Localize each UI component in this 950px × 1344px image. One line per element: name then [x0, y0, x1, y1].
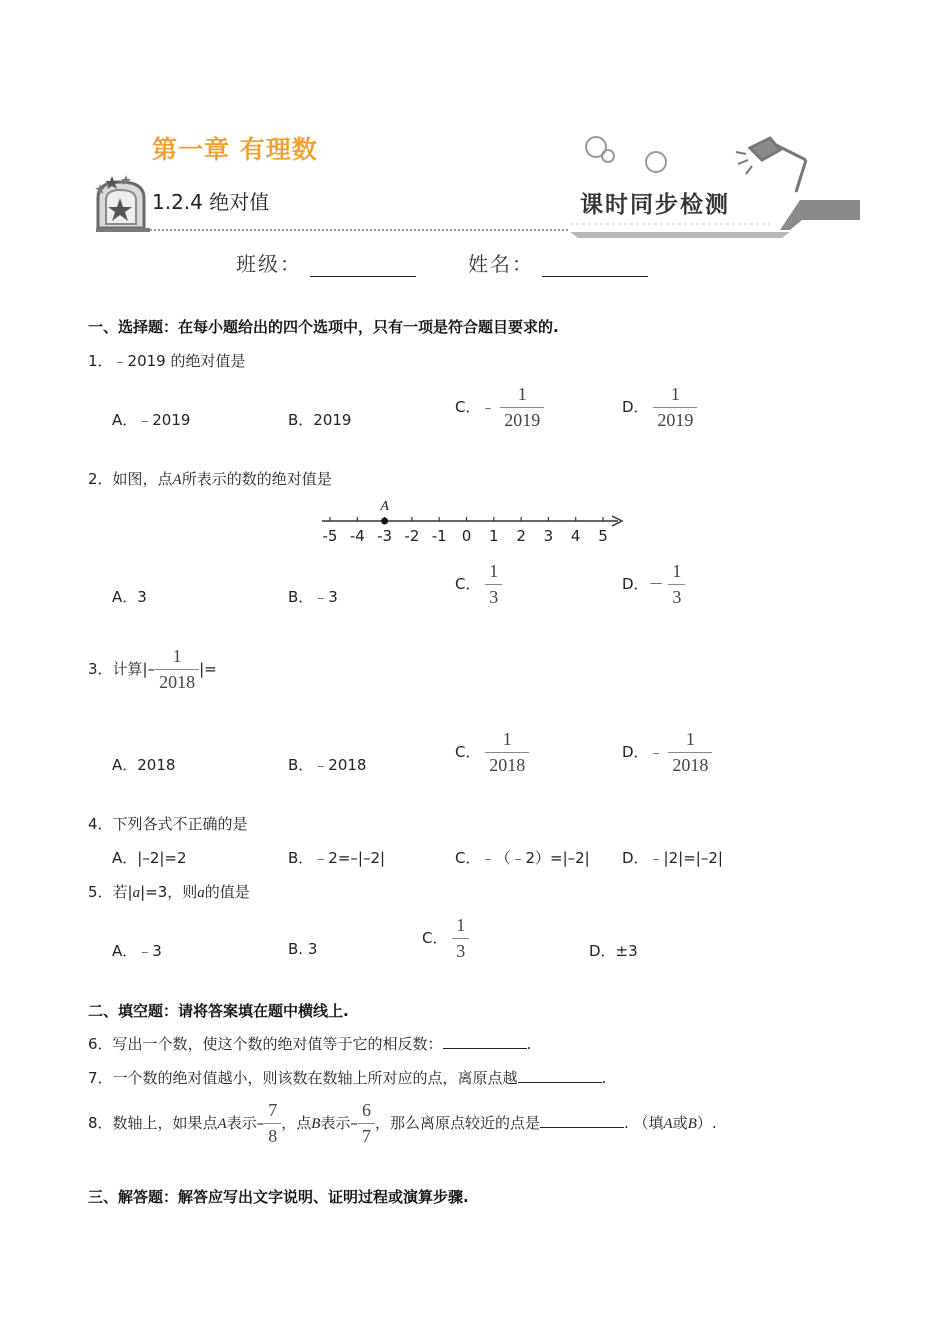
variable-a: A	[172, 472, 182, 488]
tick-label: -3	[377, 527, 393, 545]
numerator: 1	[172, 646, 182, 666]
point-a-label: A	[380, 499, 389, 514]
denominator: 2019	[653, 407, 697, 431]
number-line	[318, 494, 630, 546]
minus-sign: ﹣	[648, 743, 664, 761]
option-label: C．	[455, 575, 481, 593]
fraction	[500, 384, 544, 431]
option-b: B．2019	[288, 411, 352, 429]
option-d: D．﹣|2|=|–2|	[622, 849, 723, 867]
question-5: 5．若|a|=3，则a的值是	[88, 883, 250, 901]
tick-label: -5	[322, 527, 338, 545]
numerator: 1	[670, 384, 680, 404]
numerator: 1	[456, 915, 466, 935]
denominator: 2018	[668, 752, 712, 776]
question-6: 6．写出一个数，使这个数的绝对值等于它的相反数： .	[88, 1035, 532, 1053]
tick-label: 0	[461, 527, 472, 545]
fraction	[668, 561, 685, 608]
option-b: B. 3	[288, 940, 318, 958]
option-label: C．	[455, 398, 481, 416]
denominator: 3	[452, 938, 469, 962]
option-c	[455, 729, 529, 776]
denominator: 3	[668, 584, 685, 608]
tick-label: 1	[489, 527, 499, 545]
section-title: 1.2.4 绝对值	[152, 190, 270, 214]
option-c: C．﹣（﹣2）=|–2|	[455, 849, 590, 867]
option-a: A．﹣2019	[112, 411, 191, 429]
denominator: 3	[485, 584, 502, 608]
name-field	[468, 248, 648, 277]
question-4: 4．下列各式不正确的是	[88, 815, 248, 833]
variable-b: B	[687, 1116, 697, 1132]
numerator: 6	[361, 1100, 371, 1120]
denominator: 7	[358, 1123, 375, 1147]
variable-a: A	[217, 1116, 227, 1132]
chapter-title: 第一章 有理数	[152, 135, 318, 164]
question-3: 3．计算|– $\frac{1}{2018}$ |=	[88, 646, 217, 692]
section-heading: 一、选择题：在每小题给出的四个选项中，只有一项是符合题目要求的.	[88, 318, 559, 336]
option-d	[622, 384, 697, 431]
tick-label: 3	[543, 527, 554, 545]
section-heading: 三、解答题：解答应写出文字说明、证明过程或演算步骤.	[88, 1188, 469, 1206]
minus-sign: －	[648, 575, 664, 593]
option-c	[455, 561, 502, 608]
option-b: B．﹣2018	[288, 756, 367, 774]
section-heading: 二、填空题：请将答案填在题中横线上.	[88, 1002, 349, 1020]
tick-label: -2	[404, 527, 420, 545]
option-c	[422, 915, 469, 962]
name-blank[interactable]	[542, 256, 648, 277]
option-d	[622, 561, 685, 608]
point-a	[381, 518, 388, 525]
star-badge-icon	[95, 175, 144, 228]
fraction	[264, 1100, 281, 1147]
fraction	[485, 729, 529, 776]
variable-a: A	[663, 1116, 673, 1132]
option-label: D．	[622, 398, 649, 416]
tick-label: -4	[349, 527, 365, 545]
denominator: 8	[264, 1123, 281, 1147]
name-label: 姓名：	[468, 252, 534, 276]
question-8: 8．数轴上，如果点A表示– $\frac{7}{8}$ ，点B表示– $\frac{6}{7}$ ，那么离原点较近的点是 . （填A或B）.	[88, 1100, 717, 1146]
denominator: 2018	[485, 752, 529, 776]
option-d: D．±3	[589, 942, 638, 960]
option-a: A．﹣3	[112, 942, 162, 960]
option-label: D．	[622, 743, 649, 761]
tick-label: 5	[598, 527, 608, 545]
class-blank[interactable]	[310, 256, 416, 277]
fraction	[485, 561, 502, 608]
numerator: 1	[517, 384, 527, 404]
option-b: B．﹣3	[288, 588, 338, 606]
answer-blank[interactable]	[518, 1068, 602, 1083]
class-field	[236, 248, 416, 277]
option-b: B．﹣2=–|–2|	[288, 849, 386, 867]
numerator: 7	[268, 1100, 278, 1120]
minus-sign: ﹣	[480, 398, 496, 416]
numerator: 1	[489, 561, 499, 581]
option-label: D．	[622, 575, 649, 593]
option-a: A．|–2|=2	[112, 849, 187, 867]
variable-a: a	[197, 885, 205, 901]
numerator: 1	[672, 561, 682, 581]
variable-a: a	[132, 885, 141, 901]
numerator: 1	[502, 729, 512, 749]
numerator: 1	[685, 729, 695, 749]
question-2: 2．如图，点A所表示的数的绝对值是	[88, 470, 332, 488]
class-label: 班级：	[236, 252, 302, 276]
option-a: A．3	[112, 588, 147, 606]
tick-label: -1	[431, 527, 447, 545]
fraction	[452, 915, 469, 962]
option-c	[455, 384, 544, 431]
variable-b: B	[311, 1116, 321, 1132]
option-a: A．2018	[112, 756, 176, 774]
fraction	[653, 384, 697, 431]
fraction	[358, 1100, 375, 1147]
option-d	[622, 729, 712, 776]
answer-blank[interactable]	[443, 1034, 527, 1049]
option-label: C．	[455, 743, 481, 761]
answer-blank[interactable]	[540, 1113, 624, 1128]
tick-label: 2	[516, 527, 526, 545]
fraction	[668, 729, 712, 776]
desk-lamp-icon	[736, 138, 806, 192]
denominator: 2019	[500, 407, 544, 431]
fraction	[155, 646, 199, 693]
tick-label: 4	[570, 527, 581, 545]
question-7: 7．一个数的绝对值越小，则该数在数轴上所对应的点，离原点越 .	[88, 1069, 607, 1087]
denominator: 2018	[155, 669, 199, 693]
option-label: C．	[422, 929, 448, 947]
series-title: 课时同步检测	[580, 191, 730, 218]
question-1: 1．﹣2019 的绝对值是	[88, 352, 246, 370]
